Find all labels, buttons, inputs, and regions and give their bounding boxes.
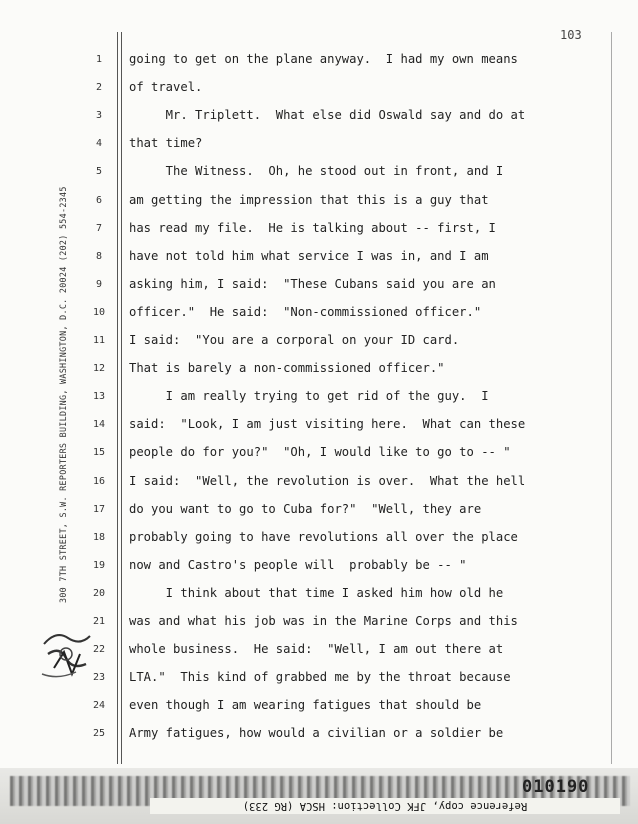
- line-number: 8: [95, 250, 103, 262]
- line-number: 25: [92, 728, 106, 740]
- transcript-line: probably going to have revolutions all over the place: [129, 529, 518, 544]
- line-number: 22: [92, 644, 106, 656]
- transcript-line: was and what his job was in the Marine Corps and this: [129, 614, 518, 628]
- document-number: 010190: [522, 777, 590, 797]
- transcript-line: am getting the impression that this is a guy that: [129, 192, 489, 207]
- transcript-line: of travel.: [129, 80, 203, 95]
- line-number: 19: [92, 559, 106, 571]
- line-number: 7: [95, 222, 103, 234]
- margin-rule-right: [611, 32, 612, 764]
- transcript-line: asking him, I said: "These Cubans said you are an: [129, 276, 496, 291]
- line-number: 20: [92, 587, 106, 599]
- transcript-line: whole business. He said: "Well, I am out there at: [129, 642, 504, 657]
- line-number: 1: [95, 54, 103, 65]
- line-number: 23: [92, 672, 106, 684]
- line-number: 4: [95, 138, 103, 150]
- line-number: 18: [92, 531, 106, 543]
- line-number: 13: [92, 391, 106, 403]
- transcript-line: has read my file. He is talking about -- first, I: [129, 220, 496, 235]
- transcript-line: That is barely a non-commissioned officer.": [129, 361, 445, 376]
- line-number: 17: [92, 503, 106, 515]
- line-number: 9: [95, 278, 103, 290]
- transcript-line: do you want to go to Cuba for?" "Well, they are: [129, 501, 482, 516]
- transcript-line: The Witness. Oh, he stood out in front, and I: [129, 164, 504, 179]
- transcript-line: I said: "Well, the revolution is over. What the hell: [129, 473, 526, 488]
- margin-rule-left-inner: [121, 32, 122, 764]
- line-number: 11: [92, 335, 106, 346]
- transcript-line: Mr. Triplett. What else did Oswald say and do at: [129, 108, 526, 123]
- stamp-mark-icon: [36, 624, 96, 682]
- margin-rule-left: [117, 32, 118, 764]
- reference-footer: Reference copy, JFK Collection: HSCA (RG 233): [150, 798, 620, 814]
- transcript-line: LTA." This kind of grabbed me by the throat because: [129, 670, 511, 685]
- line-number: 24: [92, 700, 106, 712]
- transcript-line: that time?: [129, 136, 203, 151]
- transcript-line: said: "Look, I am just visiting here. What can these: [129, 417, 526, 432]
- transcript-line: I am really trying to get rid of the guy. I: [129, 389, 489, 404]
- line-number: 16: [92, 475, 106, 487]
- transcript-line: I think about that time I asked him how old he: [129, 585, 504, 600]
- reporter-margin-text: 300 7TH STREET, S.W. REPORTERS BUILDING, WASHINGTON, D.C. 20024 (202) 554-2345: [58, 186, 68, 604]
- transcript-line: now and Castro's people will probably be -- ": [129, 557, 467, 572]
- page-number: 103: [560, 28, 582, 42]
- line-number: 3: [95, 110, 103, 122]
- transcript-line: even though I am wearing fatigues that should be: [129, 698, 482, 713]
- transcript-line: Army fatigues, how would a civilian or a soldier be: [129, 726, 504, 741]
- line-number: 6: [95, 194, 103, 206]
- line-number: 15: [92, 447, 106, 459]
- transcript-line: officer." He said: "Non-commissioned officer.": [129, 304, 482, 319]
- line-number: 12: [92, 363, 106, 375]
- transcript-line: going to get on the plane anyway. I had my own means: [129, 52, 518, 66]
- transcript-line: people do for you?" "Oh, I would like to go to -- ": [129, 445, 511, 460]
- line-number: 21: [92, 616, 106, 627]
- transcript-line: I said: "You are a corporal on your ID card.: [129, 333, 460, 347]
- line-number: 10: [92, 306, 106, 318]
- transcript-line: have not told him what service I was in, and I am: [129, 248, 489, 263]
- line-number: 5: [95, 166, 103, 178]
- line-number: 14: [92, 419, 106, 431]
- line-number: 2: [95, 82, 103, 94]
